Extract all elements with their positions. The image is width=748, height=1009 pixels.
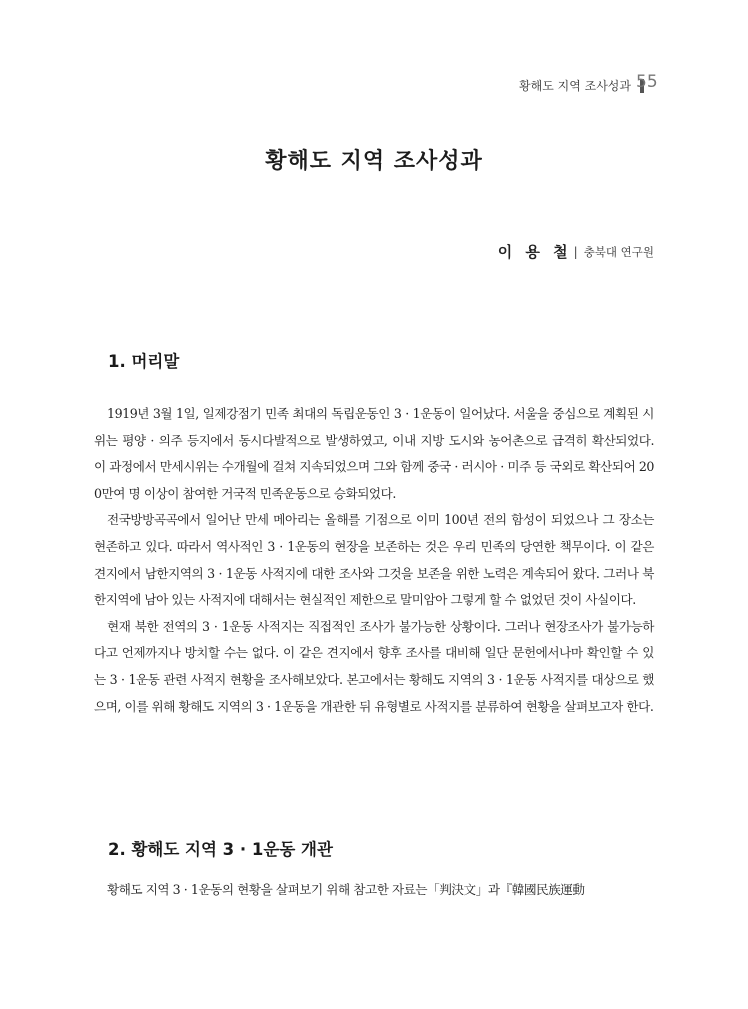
byline	[498, 241, 654, 262]
paragraph: 전국방방곡곡에서 일어난 만세 메아리는 올해를 기점으로 이미 100년 전의 함성이 되었으나 그 장소는 현존하고 있다. 따라서 역사적인 3 · 1운동의 현장을 보존하는 것은 우리 민족의 당연한 책무이다. 이 같은 견지에서 남한지역의 3 · 1운동 사적지에 대한 조사와 그것을 보존을 위한 노력은 계속되어 왔다. 그러나 북한지역에 남아 있는 사적지에 대해서는 현실적인 제한으로 말미암아 그렇게 할 수 없었던 것이 사실이다.	[94, 512, 654, 608]
running-title: 황해도 지역 조사성과	[519, 79, 631, 93]
author-affiliation: 충북대 연구원	[583, 244, 654, 259]
paragraph: 현재 북한 전역의 3 · 1운동 사적지는 직접적인 조사가 불가능한 상황이다. 그러나 현장조사가 불가능하다고 언제까지나 방치할 수는 없다. 이 같은 견지에서 향후 조사를 대비해 일단 문헌에서나마 확인할 수 있는 3 · 1운동 관련 사적지 현황을 조사해보았다. 본고에서는 황해도 지역의 3 · 1운동 사적지를 대상으로 했으며, 이를 위해 황해도 지역의 3 · 1운동을 개관한 뒤 유형별로 사적지를 분류하여 현황을 살펴보고자 한다.	[94, 618, 654, 714]
paragraph: 황해도 지역 3 · 1운동의 현황을 살펴보기 위해 참고한 자료는「判決文」과『韓國民族運動	[107, 882, 585, 897]
byline-separator: |	[573, 244, 578, 259]
section-heading-overview: 2. 황해도 지역 3 · 1운동 개관	[108, 840, 333, 859]
running-header	[519, 77, 652, 94]
author-name: 이 용 철	[497, 243, 572, 261]
section-body-overview	[94, 877, 654, 904]
article-title: 황해도 지역 조사성과	[265, 148, 483, 174]
section-heading-introduction: 1. 머리말	[108, 352, 180, 371]
page-number: 55	[636, 72, 658, 92]
paragraph: 1919년 3월 1일, 일제강점기 민족 최대의 독립운동인 3 · 1운동이 일어났다. 서울을 중심으로 계획된 시위는 평양 · 의주 등지에서 동시다발적으로 발생하였고, 이내 지방 도시와 농어촌으로 급격히 확산되었다. 이 과정에서 만세시위는 수개월에 걸쳐 지속되었으며 그와 함께 중국 · 러시아 · 미주 등 국외로 확산되어 200만여 명 이상이 참여한 거국적 민족운동으로 승화되었다.	[94, 406, 654, 501]
section-body-introduction	[94, 401, 654, 720]
